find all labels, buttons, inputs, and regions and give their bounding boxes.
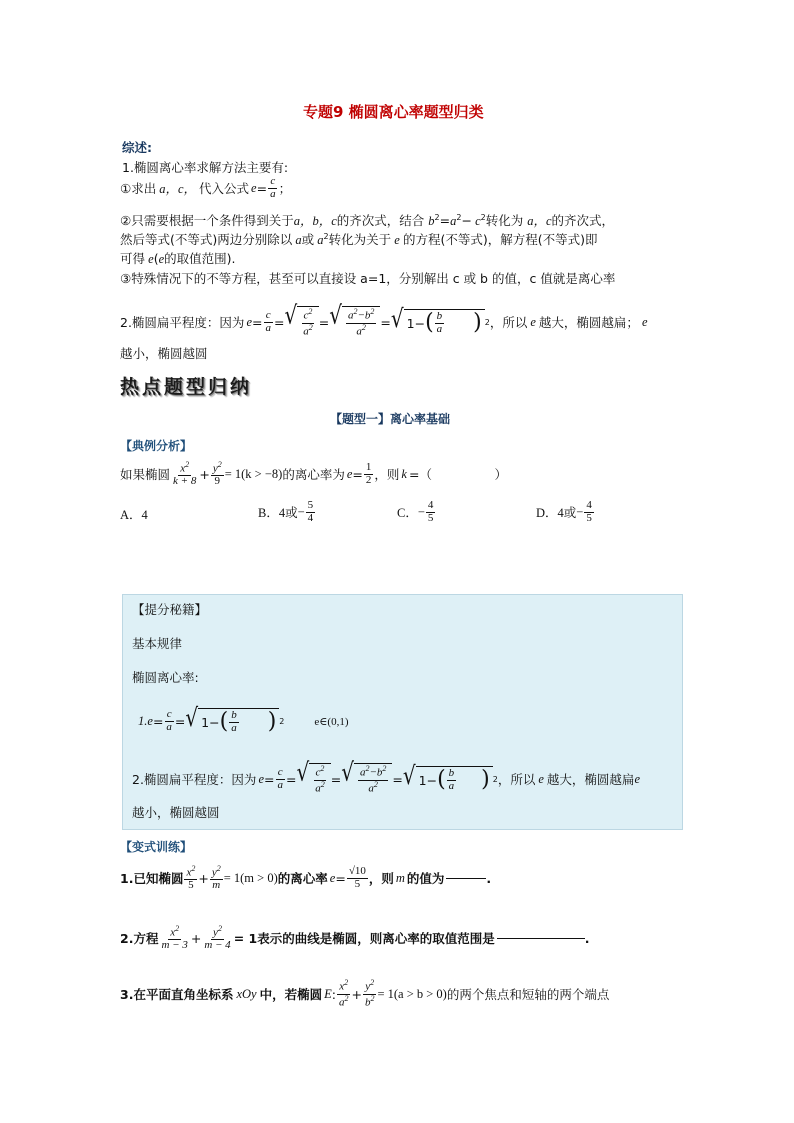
text: 3.在平面直角坐标系 [120,987,234,1002]
text: . [486,870,492,886]
text: 的取值范围). [164,251,236,266]
text: 的离心率为 [282,467,345,482]
option-label: D．4或 [536,506,577,520]
text: ②只需要根据一个条件得到关于 [120,213,294,228]
range: e∈(0,1) [314,715,349,728]
variant-heading: 【变式训练】 [120,840,193,854]
text: 的方程(不等式)，解方程(不等式)即 [402,232,598,247]
text: 或 [301,232,315,247]
text: 转化为 [485,213,524,228]
option-label: A．4 [120,508,148,522]
summary-point-4: ③特殊情况下的不等方程，甚至可以直接设 a=1，分别解出 c 或 b 的值，c 值就是离心率 [120,271,616,286]
flatness-line2: 越小，椭圆越圆 [120,346,208,361]
summary-heading: 综述: [122,140,152,155]
tips-line-5: 越小，椭圆越圆 [132,805,220,820]
condition: = 1(k > −8) [224,466,283,481]
flatness-formula: 2.椭圆扁平程度：因为 e = $\frac{c}{a}$ = √ $\frac{c^2}{a^2}$ = √ $\frac{a^2-b^2}{a^2}$ = √ 1− ( $\frac{b}{a}$ ) 2 ，所以 e 越大，椭圆越扁； e [120,299,648,338]
answer-blank: （ ） [419,467,507,482]
text: = 1表示的曲线是椭圆，则离心率的取值范围是 [233,931,495,946]
text: 的离心率 [277,871,328,886]
text: 中，若椭圆 [259,987,323,1002]
condition: = 1(a > b > 0) [377,986,447,1001]
summary-point-2: ①求出 a，c， 代入公式 e = $\frac{c}{a}$ ； [120,175,292,200]
option-a [120,500,148,528]
formula-c-over-a: $\frac{c}{a}$ [270,175,276,200]
text: ，则 [374,467,400,482]
text: 然后等式(不等式)两边分别除以 [120,232,293,247]
text: 如果椭圆 [120,467,171,482]
vars: a，b，c [293,214,337,228]
type1-heading: 【题型一】离心率基础 [330,412,451,426]
text: . [584,930,590,946]
text: 越大，椭圆越扁； [538,315,639,330]
text: ，所以 [497,772,536,787]
text: 可得 [120,251,146,266]
text: 越大，椭圆越扁 [546,772,635,787]
text: ，则 [368,871,394,886]
option-d: D．4或 − $\frac{4}{5}$ [536,498,592,524]
condition: = 1(m > 0) [223,870,278,885]
text: 的齐次式， [551,213,615,228]
answer-blank[interactable] [497,938,585,939]
example-question: 如果椭圆 $\frac{x^2}{k + 8}$ + $\frac{y^2}{9}$ = 1(k > −8) 的离心率为 e = $\frac{1}{2}$ ，则 k = （ ） [120,459,507,487]
question-3: 3.在平面直角坐标系 xOy 中，若椭圆 E : $\frac{x^2}{a^2}$ + $\frac{y^2}{b^2}$ = 1(a > b > 0) 的两个焦点和短轴的两个端点 [120,978,610,1009]
option-label: C． [397,506,418,520]
coord-system: xOy [236,986,257,1001]
option-label: B．4或 [258,506,298,520]
answer-blank[interactable] [446,878,486,879]
text: 2.椭圆扁平程度：因为 [132,772,257,787]
text: 1. [138,713,148,728]
text: 2.方程 [120,931,159,946]
text: ①求出 [120,181,157,197]
summary-point-3-line2: 然后等式(不等式)两边分别除以 a或 $a^2$转化为关于 e 的方程(不等式)，解方程(不等式)即 [120,231,598,247]
text: 的值为 [406,871,445,886]
tips-formula-2: 2.椭圆扁平程度：因为 e = $\frac{c}{a}$ = √ $\frac{c^2}{a^2}$ = √ $\frac{a^2-b^2}{a^2}$ = √ 1− ( $\frac{b}{a}$ ) 2 ，所以 e 越大，椭圆越扁 e [132,756,640,795]
tips-heading: 【提分秘籍】 [132,602,208,617]
tips-line-1: 基本规律 [132,636,183,651]
text: 的齐次式，结合 [336,213,425,228]
summary-point-3-line3: 可得 e(e的取值范围). [120,251,236,266]
vars: a，c， [159,182,197,197]
summary-point-3-line1: ②只需要根据一个条件得到关于a，b，c的齐次式，结合 $b^2=a^2- c^2$转化为 a，c的齐次式， [120,212,615,228]
summary-point-1: 1.椭圆离心率求解方法主要有: [122,160,289,175]
text: 2.椭圆扁平程度：因为 [120,315,245,330]
example-heading: 【典例分析】 [120,439,193,453]
text: 代入公式 [199,181,250,197]
option-c: C． − $\frac{4}{5}$ [397,498,434,524]
page-title: 专题9 椭圆离心率题型归类 [303,103,484,121]
hot-topics-heading: 热点题型归纳 [120,376,253,398]
vars: a，c [527,214,552,228]
text: 1.已知椭圆 [120,871,184,886]
text: 的两个焦点和短轴的两个端点 [446,987,610,1002]
question-2: 2.方程 $\frac{x^2}{m - 3}$ + $\frac{y^2}{m - 4}$ = 1表示的曲线是椭圆，则离心率的取值范围是 . [120,923,590,951]
question-1: 1.已知椭圆 $\frac{x^2}{5}$ + $\frac{y^2}{m}$ = 1(m > 0) 的离心率 e = $\frac{√10}{5}$ ，则 m 的值为 . [120,863,492,891]
option-b: B．4或 − $\frac{5}{4}$ [258,498,314,524]
tips-formula-1: 1. e = $\frac{c}{a}$ = √ 1− ( $\frac{b}{a}$ ) 2 e∈(0,1) [138,702,349,734]
text: 转化为关于 [328,232,392,247]
text: ，所以 [489,315,528,330]
tips-line-2: 椭圆离心率: [132,670,199,685]
